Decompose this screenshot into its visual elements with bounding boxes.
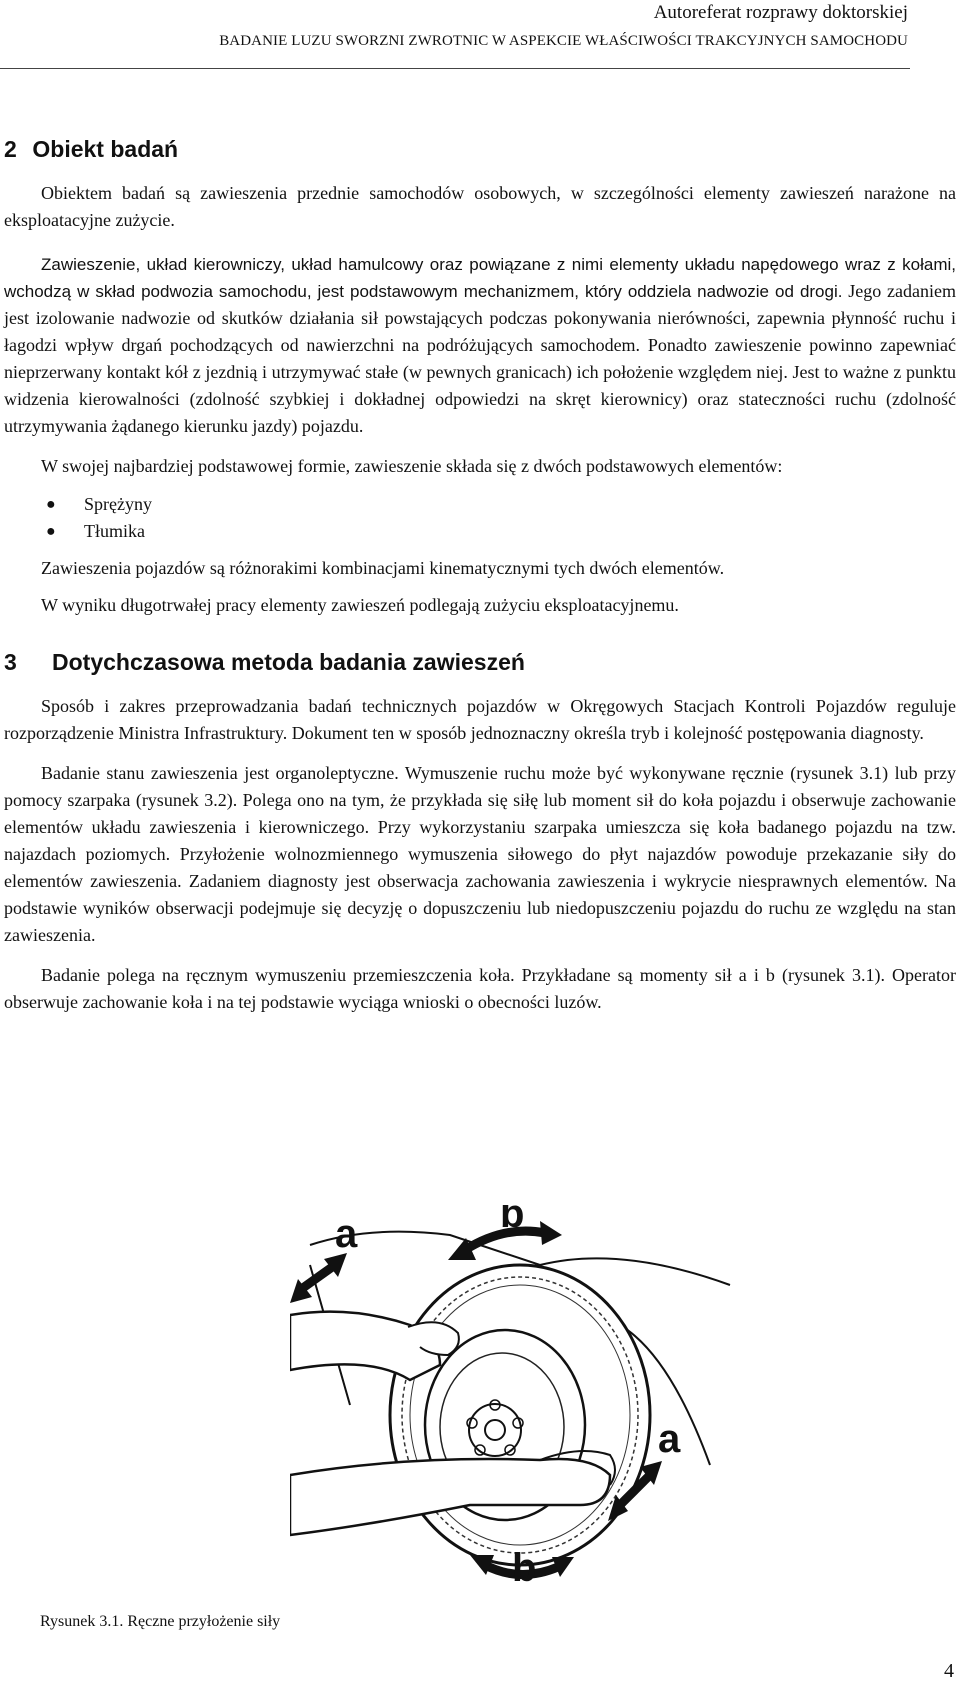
section-2-title: Obiekt badań	[32, 136, 179, 162]
force-label-b-top: b	[500, 1205, 525, 1236]
figure-manual-force-illustration	[290, 1205, 750, 1585]
section-3-paragraph-3: Badanie polega na ręcznym wymuszeniu przemieszczenia koła. Przykładane są momenty sił a i b (rysunek 3.1). Operator obserwuje zachowanie koła i na tej podstawie wyciąga wnioski o obecności luzów.	[4, 965, 956, 1012]
section-2-paragraph-2-serif: Jego zadaniem jest izolowanie nadwozie od skutków działania sił powstających podczas pokonywania nierówności, zapewnia płynność ruchu i łagodzi wpływ drgań pochodzących od nawierzchni na podróżujących samochodem. Ponadto zawieszenie powinno zapewniać nieprzerwany kontakt kół z jezdnią i utrzymywać stałe (w pewnych granicach) ich położenie względem niej. Jest to ważne z punktu widzenia kierowalności (zdolność szybkiej i dokładnej odpowiedzi na skręt kierownicy) oraz stateczności ruchu (zdolność utrzymywania żądanego kierunku jazdy) pojazdu.	[4, 281, 956, 436]
force-label-a-left: a	[335, 1212, 358, 1256]
components-list	[4, 491, 956, 545]
force-label-a-right: a	[658, 1417, 681, 1461]
force-label-b-bottom: b	[512, 1546, 537, 1585]
section-2-paragraph-3: W swojej najbardziej podstawowej formie, zawieszenie składa się z dwóch podstawowych elementów:	[41, 456, 783, 476]
section-2-paragraph-2-sans: Zawieszenie, układ kierowniczy, układ hamulcowy oraz powiązane z nimi elementy układu napędowego wraz z kołami, wchodzą w skład podwozia samochodu, jest podstawowym mechanizmem, który oddziela nadwozie od drogi.	[4, 255, 956, 301]
section-3-number: 3	[4, 649, 17, 675]
list-item	[4, 491, 956, 518]
list-item-label: Sprężyny	[84, 494, 152, 514]
header-title: Autoreferat rozprawy doktorskiej	[653, 2, 908, 23]
list-item-label: Tłumika	[84, 521, 145, 541]
bullet-icon: ●	[46, 523, 56, 540]
wheel-illustration	[290, 1205, 750, 1585]
section-3-title: Dotychczasowa metoda badania zawieszeń	[52, 649, 525, 675]
main-content	[4, 134, 956, 1016]
section-2-heading	[4, 134, 956, 164]
header-subtitle: BADANIE LUZU SWORZNI ZWROTNIC W ASPEKCIE WŁAŚCIWOŚCI TRAKCYJNYCH SAMOCHODU	[219, 33, 908, 49]
figure-caption: Rysunek 3.1. Ręczne przyłożenie siły	[40, 1613, 281, 1630]
section-3-paragraph-2: Badanie stanu zawieszenia jest organoleptyczne. Wymuszenie ruchu może być wykonywane ręcznie (rysunek 3.1) lub przy pomocy szarpaka (rysunek 3.2). Polega ono na tym, że przykłada się siłę lub moment sił do koła pojazdu i obserwuje zachowanie elementów układu zawieszenia i kierowniczego. Przy wykorzystaniu szarpaka umieszcza się koła badanego pojazdu na tzw. najazdach poziomych. Przyłożenie wolnozmiennego wymuszenia siłowego do płyt najazdów powoduje przekazanie siły do elementów zawieszenia. Zadaniem diagnosty jest obserwacja zachowania zawieszenia i wykrycie niesprawnych elementów. Na podstawie wyników obserwacji podejmuje się decyzję o dopuszczeniu lub niedopuszczeniu pojazdu do ruchu ze względu na stan zawieszenia.	[4, 763, 956, 945]
page-number: 4	[944, 1660, 954, 1682]
list-item	[4, 518, 956, 545]
section-3-paragraph-1: Sposób i zakres przeprowadzania badań technicznych pojazdów w Okręgowych Stacjach Kontroli Pojazdów reguluje rozporządzenie Ministra Infrastruktury. Dokument ten w sposób jednoznaczny określa tryb i kolejność postępowania diagnosty.	[4, 696, 956, 743]
section-2-paragraph-5: W wyniku długotrwałej pracy elementy zawieszeń podlegają zużyciu eksploatacyjnemu.	[41, 595, 679, 615]
section-3-heading	[4, 647, 956, 677]
section-2-paragraph-2	[4, 251, 956, 440]
section-2-number: 2	[4, 136, 17, 162]
bullet-icon: ●	[46, 496, 56, 513]
header-divider	[0, 68, 910, 69]
section-2-paragraph-4: Zawieszenia pojazdów są różnorakimi kombinacjami kinematycznymi tych dwóch elementów.	[41, 558, 725, 578]
section-2-paragraph-1: Obiektem badań są zawieszenia przednie samochodów osobowych, w szczególności elementy zawieszeń narażone na eksploatacyjne zużycie.	[4, 183, 956, 230]
page-header	[0, 0, 960, 50]
